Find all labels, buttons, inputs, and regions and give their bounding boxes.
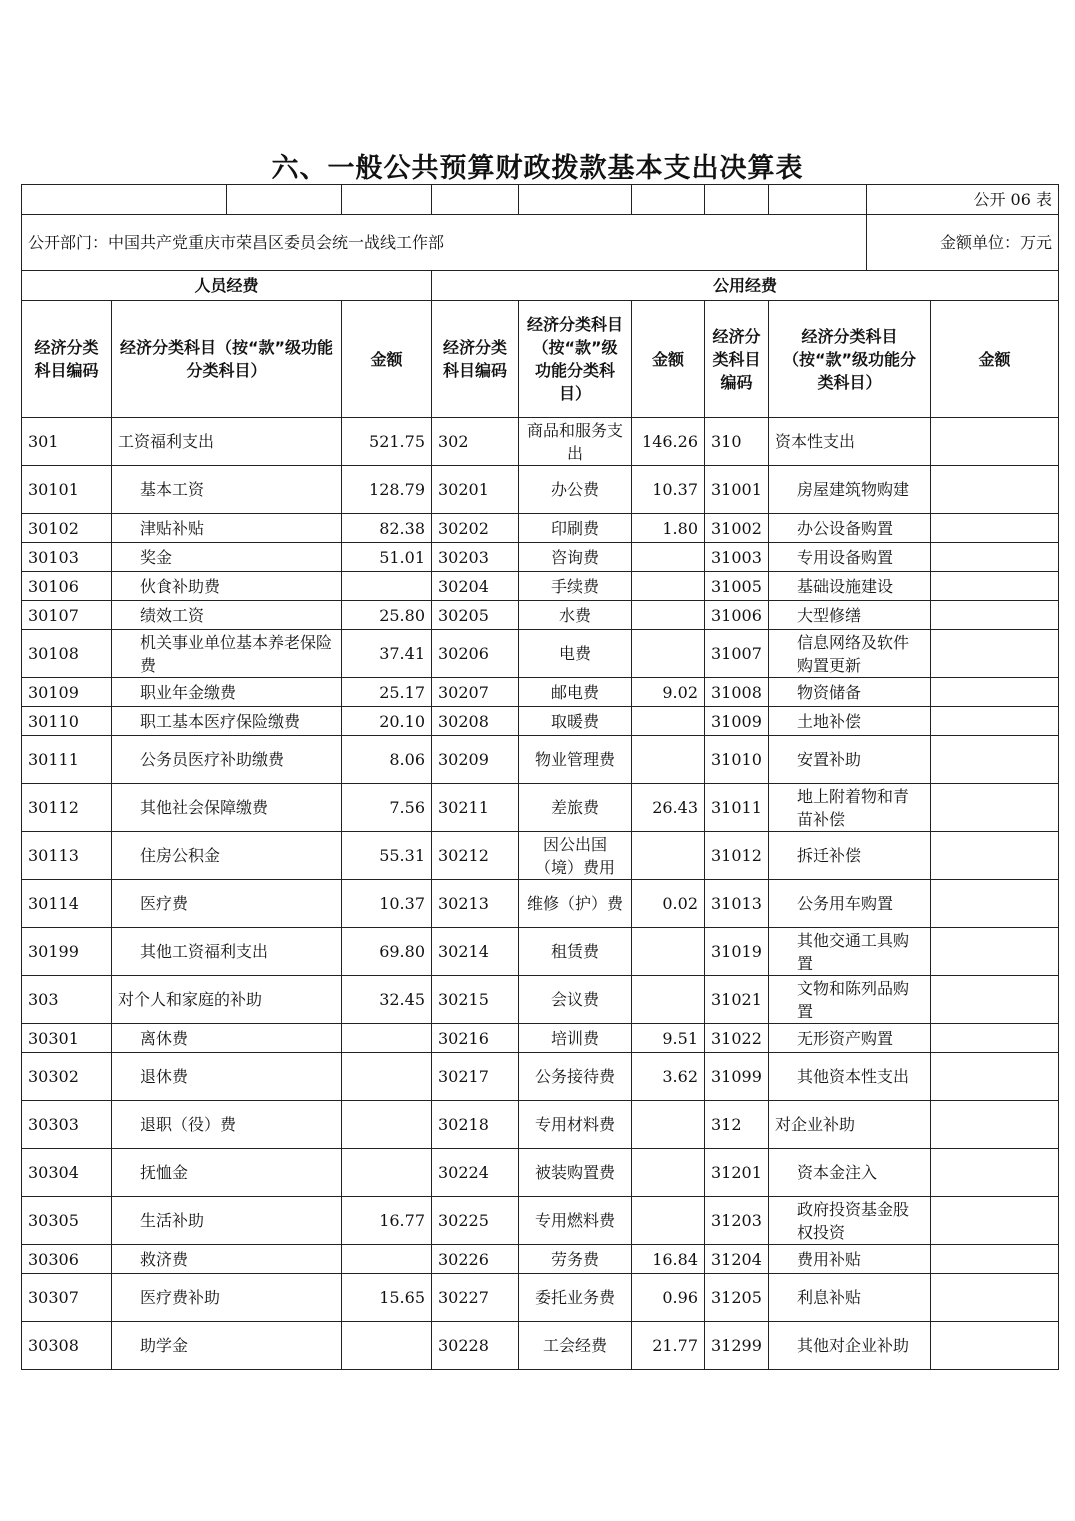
- header-code-3: 经济分类科目编码: [705, 301, 769, 418]
- name-cell: 委托业务费: [519, 1274, 632, 1322]
- amount-cell: [931, 466, 1059, 514]
- header-amount-2: 金额: [632, 301, 705, 418]
- code-cell: 31007: [705, 630, 769, 678]
- code-cell: 30206: [432, 630, 519, 678]
- name-cell: 地上附着物和青苗补偿: [769, 784, 931, 832]
- name-cell: 手续费: [519, 572, 632, 601]
- name-cell: 会议费: [519, 976, 632, 1024]
- header-name-3: 经济分类科目（按“款”级功能分类科目）: [769, 301, 931, 418]
- table-row: [22, 418, 1059, 466]
- amount-cell: 26.43: [632, 784, 705, 832]
- code-cell: 31002: [705, 514, 769, 543]
- name-cell: 物业管理费: [519, 736, 632, 784]
- name-cell: 绩效工资: [112, 601, 342, 630]
- code-cell: 30216: [432, 1024, 519, 1053]
- code-cell: 312: [705, 1101, 769, 1149]
- amount-cell: [931, 543, 1059, 572]
- code-cell: 30218: [432, 1101, 519, 1149]
- code-cell: 30227: [432, 1274, 519, 1322]
- amount-cell: [931, 1149, 1059, 1197]
- code-cell: 31013: [705, 880, 769, 928]
- amount-cell: [931, 928, 1059, 976]
- unit-label: 金额单位：万元: [867, 215, 1059, 271]
- name-cell: 印刷费: [519, 514, 632, 543]
- amount-cell: [632, 572, 705, 601]
- code-cell: 30305: [22, 1197, 112, 1245]
- table-number-row: [22, 185, 1059, 215]
- name-cell: 安置补助: [769, 736, 931, 784]
- amount-cell: 20.10: [342, 707, 432, 736]
- code-cell: 31299: [705, 1322, 769, 1370]
- department-label: 公开部门：中国共产党重庆市荣昌区委员会统一战线工作部: [22, 215, 867, 271]
- code-cell: 30225: [432, 1197, 519, 1245]
- table-row: [22, 514, 1059, 543]
- amount-cell: 128.79: [342, 466, 432, 514]
- code-cell: 31003: [705, 543, 769, 572]
- name-cell: 办公费: [519, 466, 632, 514]
- name-cell: 职工基本医疗保险缴费: [112, 707, 342, 736]
- name-cell: 水费: [519, 601, 632, 630]
- name-cell: 住房公积金: [112, 832, 342, 880]
- amount-cell: 146.26: [632, 418, 705, 466]
- name-cell: 其他交通工具购置: [769, 928, 931, 976]
- name-cell: 利息补贴: [769, 1274, 931, 1322]
- header-amount-1: 金额: [342, 301, 432, 418]
- table-row: [22, 466, 1059, 514]
- name-cell: 专用燃料费: [519, 1197, 632, 1245]
- code-cell: 31099: [705, 1053, 769, 1101]
- section-public: 公用经费: [432, 271, 1059, 301]
- amount-cell: 7.56: [342, 784, 432, 832]
- code-cell: 302: [432, 418, 519, 466]
- code-cell: 30307: [22, 1274, 112, 1322]
- name-cell: 资本金注入: [769, 1149, 931, 1197]
- code-cell: 30107: [22, 601, 112, 630]
- code-cell: 30217: [432, 1053, 519, 1101]
- code-cell: 30301: [22, 1024, 112, 1053]
- name-cell: 退休费: [112, 1053, 342, 1101]
- code-cell: 301: [22, 418, 112, 466]
- code-cell: 31010: [705, 736, 769, 784]
- table-row: [22, 1245, 1059, 1274]
- code-cell: 30211: [432, 784, 519, 832]
- amount-cell: [632, 1197, 705, 1245]
- amount-cell: 16.77: [342, 1197, 432, 1245]
- code-cell: 30101: [22, 466, 112, 514]
- amount-cell: [931, 572, 1059, 601]
- amount-cell: 0.96: [632, 1274, 705, 1322]
- code-cell: 31205: [705, 1274, 769, 1322]
- amount-cell: [632, 832, 705, 880]
- code-cell: 31021: [705, 976, 769, 1024]
- code-cell: 30110: [22, 707, 112, 736]
- amount-cell: [632, 1149, 705, 1197]
- code-cell: 30302: [22, 1053, 112, 1101]
- name-cell: 公务员医疗补助缴费: [112, 736, 342, 784]
- code-cell: 31005: [705, 572, 769, 601]
- name-cell: 无形资产购置: [769, 1024, 931, 1053]
- code-cell: 30308: [22, 1322, 112, 1370]
- amount-cell: [632, 543, 705, 572]
- amount-cell: [632, 736, 705, 784]
- name-cell: 工会经费: [519, 1322, 632, 1370]
- name-cell: 商品和服务支出: [519, 418, 632, 466]
- name-cell: 退职（役）费: [112, 1101, 342, 1149]
- amount-cell: 15.65: [342, 1274, 432, 1322]
- amount-cell: [931, 1024, 1059, 1053]
- table-row: [22, 543, 1059, 572]
- amount-cell: 10.37: [632, 466, 705, 514]
- code-cell: 303: [22, 976, 112, 1024]
- amount-cell: 21.77: [632, 1322, 705, 1370]
- name-cell: 邮电费: [519, 678, 632, 707]
- amount-cell: [342, 1101, 432, 1149]
- name-cell: 大型修缮: [769, 601, 931, 630]
- amount-cell: [931, 514, 1059, 543]
- code-cell: 310: [705, 418, 769, 466]
- header-name-2: 经济分类科目（按“款”级功能分类科目）: [519, 301, 632, 418]
- amount-cell: [931, 976, 1059, 1024]
- name-cell: 其他对企业补助: [769, 1322, 931, 1370]
- amount-cell: 32.45: [342, 976, 432, 1024]
- code-cell: 31009: [705, 707, 769, 736]
- amount-cell: 25.17: [342, 678, 432, 707]
- amount-cell: [632, 1101, 705, 1149]
- name-cell: 维修（护）费: [519, 880, 632, 928]
- amount-cell: [931, 832, 1059, 880]
- name-cell: 因公出国（境）费用: [519, 832, 632, 880]
- name-cell: 拆迁补偿: [769, 832, 931, 880]
- amount-cell: [931, 784, 1059, 832]
- name-cell: 物资储备: [769, 678, 931, 707]
- table-row: [22, 707, 1059, 736]
- amount-cell: 51.01: [342, 543, 432, 572]
- name-cell: 差旅费: [519, 784, 632, 832]
- name-cell: 抚恤金: [112, 1149, 342, 1197]
- name-cell: 医疗费补助: [112, 1274, 342, 1322]
- section-row: [22, 271, 1059, 301]
- amount-cell: [931, 1245, 1059, 1274]
- amount-cell: [931, 1101, 1059, 1149]
- amount-cell: [342, 1024, 432, 1053]
- name-cell: 助学金: [112, 1322, 342, 1370]
- name-cell: 信息网络及软件购置更新: [769, 630, 931, 678]
- amount-cell: [632, 928, 705, 976]
- table-row: [22, 1322, 1059, 1370]
- amount-cell: [632, 601, 705, 630]
- amount-cell: 16.84: [632, 1245, 705, 1274]
- amount-cell: [931, 707, 1059, 736]
- name-cell: 奖金: [112, 543, 342, 572]
- amount-cell: [342, 1149, 432, 1197]
- amount-cell: 69.80: [342, 928, 432, 976]
- name-cell: 费用补贴: [769, 1245, 931, 1274]
- code-cell: 31011: [705, 784, 769, 832]
- table-row: [22, 1149, 1059, 1197]
- amount-cell: 25.80: [342, 601, 432, 630]
- amount-cell: [632, 976, 705, 1024]
- code-cell: 30108: [22, 630, 112, 678]
- name-cell: 其他资本性支出: [769, 1053, 931, 1101]
- department-row: [22, 215, 1059, 271]
- code-cell: 30304: [22, 1149, 112, 1197]
- amount-cell: [931, 880, 1059, 928]
- table-row: [22, 832, 1059, 880]
- section-personnel: 人员经费: [22, 271, 432, 301]
- name-cell: 伙食补助费: [112, 572, 342, 601]
- table-row: [22, 976, 1059, 1024]
- code-cell: 30209: [432, 736, 519, 784]
- name-cell: 其他社会保障缴费: [112, 784, 342, 832]
- amount-cell: [931, 1322, 1059, 1370]
- amount-cell: 9.51: [632, 1024, 705, 1053]
- code-cell: 30306: [22, 1245, 112, 1274]
- name-cell: 公务接待费: [519, 1053, 632, 1101]
- name-cell: 被装购置费: [519, 1149, 632, 1197]
- code-cell: 30109: [22, 678, 112, 707]
- amount-cell: 521.75: [342, 418, 432, 466]
- code-cell: 30213: [432, 880, 519, 928]
- name-cell: 其他工资福利支出: [112, 928, 342, 976]
- code-cell: 31201: [705, 1149, 769, 1197]
- amount-cell: 37.41: [342, 630, 432, 678]
- table-row: [22, 572, 1059, 601]
- table-row: [22, 1053, 1059, 1101]
- table-row: [22, 880, 1059, 928]
- name-cell: 津贴补贴: [112, 514, 342, 543]
- amount-cell: 10.37: [342, 880, 432, 928]
- name-cell: 政府投资基金股权投资: [769, 1197, 931, 1245]
- name-cell: 办公设备购置: [769, 514, 931, 543]
- code-cell: 31012: [705, 832, 769, 880]
- name-cell: 取暖费: [519, 707, 632, 736]
- header-name-1: 经济分类科目（按“款”级功能分类科目）: [112, 301, 342, 418]
- amount-cell: 8.06: [342, 736, 432, 784]
- amount-cell: [931, 678, 1059, 707]
- amount-cell: [931, 736, 1059, 784]
- code-cell: 30202: [432, 514, 519, 543]
- name-cell: 工资福利支出: [112, 418, 342, 466]
- code-cell: 30228: [432, 1322, 519, 1370]
- table-row: [22, 1024, 1059, 1053]
- amount-cell: [931, 1197, 1059, 1245]
- amount-cell: [342, 572, 432, 601]
- name-cell: 离休费: [112, 1024, 342, 1053]
- name-cell: 电费: [519, 630, 632, 678]
- amount-cell: 3.62: [632, 1053, 705, 1101]
- code-cell: 30113: [22, 832, 112, 880]
- table-row: [22, 630, 1059, 678]
- amount-cell: [632, 630, 705, 678]
- name-cell: 劳务费: [519, 1245, 632, 1274]
- header-amount-3: 金额: [931, 301, 1059, 418]
- code-cell: 30215: [432, 976, 519, 1024]
- name-cell: 咨询费: [519, 543, 632, 572]
- amount-cell: [931, 418, 1059, 466]
- code-cell: 30224: [432, 1149, 519, 1197]
- name-cell: 生活补助: [112, 1197, 342, 1245]
- code-cell: 30207: [432, 678, 519, 707]
- code-cell: 31008: [705, 678, 769, 707]
- code-cell: 31006: [705, 601, 769, 630]
- amount-cell: [342, 1053, 432, 1101]
- amount-cell: [342, 1245, 432, 1274]
- code-cell: 30199: [22, 928, 112, 976]
- table-number: 公开 06 表: [867, 185, 1059, 215]
- table-row: [22, 928, 1059, 976]
- name-cell: 救济费: [112, 1245, 342, 1274]
- name-cell: 基础设施建设: [769, 572, 931, 601]
- table-row: [22, 678, 1059, 707]
- amount-cell: [931, 630, 1059, 678]
- header-code-1: 经济分类科目编码: [22, 301, 112, 418]
- code-cell: 30214: [432, 928, 519, 976]
- table-row: [22, 736, 1059, 784]
- name-cell: 专用材料费: [519, 1101, 632, 1149]
- code-cell: 30208: [432, 707, 519, 736]
- amount-cell: [931, 601, 1059, 630]
- page-title: 六、一般公共预算财政拨款基本支出决算表: [271, 153, 804, 184]
- amount-cell: 82.38: [342, 514, 432, 543]
- name-cell: 机关事业单位基本养老保险费: [112, 630, 342, 678]
- name-cell: 土地补偿: [769, 707, 931, 736]
- name-cell: 租赁费: [519, 928, 632, 976]
- code-cell: 30226: [432, 1245, 519, 1274]
- header-code-2: 经济分类科目编码: [432, 301, 519, 418]
- table-row: [22, 784, 1059, 832]
- code-cell: 30112: [22, 784, 112, 832]
- table-row: [22, 601, 1059, 630]
- name-cell: 资本性支出: [769, 418, 931, 466]
- table-row: [22, 1101, 1059, 1149]
- table-row: [22, 1197, 1059, 1245]
- amount-cell: [931, 1053, 1059, 1101]
- code-cell: 30204: [432, 572, 519, 601]
- amount-cell: [931, 1274, 1059, 1322]
- expenditure-table: [21, 184, 1059, 1370]
- name-cell: 对个人和家庭的补助: [112, 976, 342, 1024]
- amount-cell: 9.02: [632, 678, 705, 707]
- code-cell: 31203: [705, 1197, 769, 1245]
- code-cell: 30114: [22, 880, 112, 928]
- code-cell: 31022: [705, 1024, 769, 1053]
- code-cell: 31001: [705, 466, 769, 514]
- name-cell: 培训费: [519, 1024, 632, 1053]
- name-cell: 医疗费: [112, 880, 342, 928]
- amount-cell: [342, 1322, 432, 1370]
- name-cell: 对企业补助: [769, 1101, 931, 1149]
- amount-cell: 55.31: [342, 832, 432, 880]
- name-cell: 公务用车购置: [769, 880, 931, 928]
- name-cell: 基本工资: [112, 466, 342, 514]
- name-cell: 专用设备购置: [769, 543, 931, 572]
- code-cell: 30203: [432, 543, 519, 572]
- code-cell: 30111: [22, 736, 112, 784]
- code-cell: 30212: [432, 832, 519, 880]
- code-cell: 30102: [22, 514, 112, 543]
- code-cell: 30205: [432, 601, 519, 630]
- header-row: [22, 301, 1059, 418]
- code-cell: 30303: [22, 1101, 112, 1149]
- name-cell: 文物和陈列品购置: [769, 976, 931, 1024]
- code-cell: 30103: [22, 543, 112, 572]
- name-cell: 职业年金缴费: [112, 678, 342, 707]
- code-cell: 30201: [432, 466, 519, 514]
- name-cell: 房屋建筑物购建: [769, 466, 931, 514]
- amount-cell: 1.80: [632, 514, 705, 543]
- code-cell: 31019: [705, 928, 769, 976]
- code-cell: 30106: [22, 572, 112, 601]
- amount-cell: [632, 707, 705, 736]
- table-row: [22, 1274, 1059, 1322]
- code-cell: 31204: [705, 1245, 769, 1274]
- amount-cell: 0.02: [632, 880, 705, 928]
